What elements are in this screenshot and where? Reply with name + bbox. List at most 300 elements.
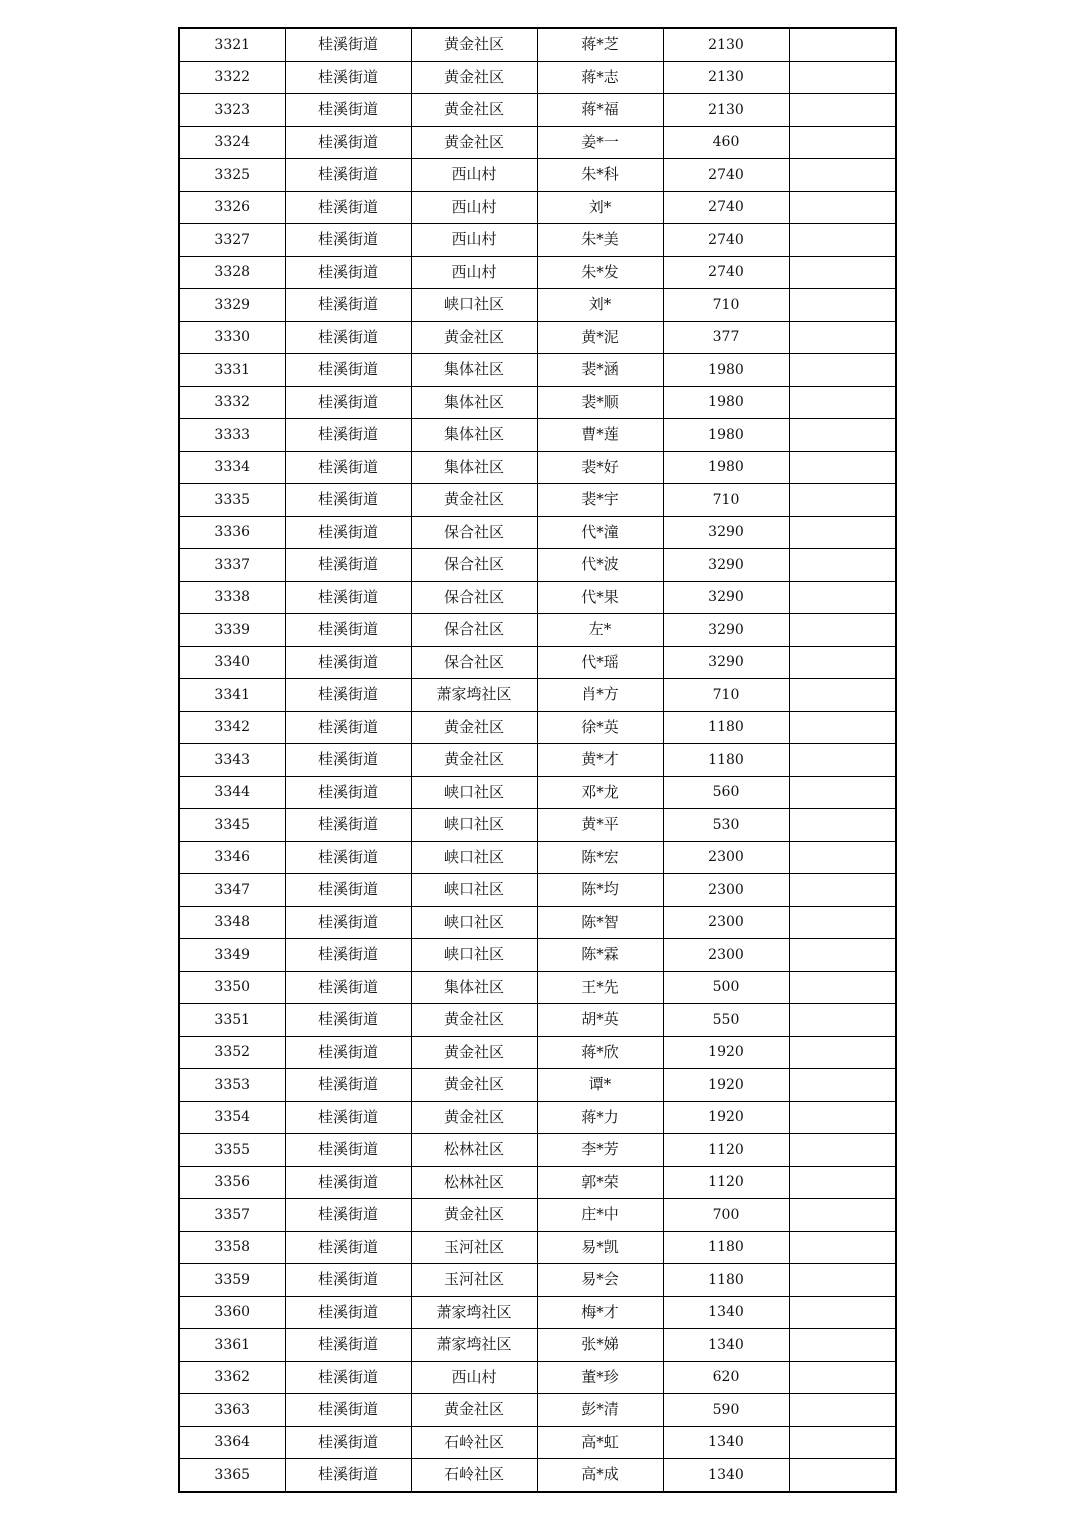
street-cell: 桂溪街道 — [285, 191, 411, 224]
table-row — [179, 1134, 896, 1167]
street-cell: 桂溪街道 — [285, 776, 411, 809]
street-cell: 桂溪街道 — [285, 516, 411, 549]
serial-number-cell: 3333 — [179, 419, 285, 452]
street-cell: 桂溪街道 — [285, 939, 411, 972]
community-cell: 保合社区 — [411, 516, 537, 549]
table-row — [179, 386, 896, 419]
amount-cell: 3290 — [663, 614, 789, 647]
remark-cell — [789, 906, 896, 939]
remark-cell — [789, 1004, 896, 1037]
name-cell: 李*芳 — [537, 1134, 663, 1167]
name-cell: 蒋*力 — [537, 1101, 663, 1134]
community-cell: 黄金社区 — [411, 61, 537, 94]
table-row — [179, 1231, 896, 1264]
name-cell: 庄*中 — [537, 1199, 663, 1232]
amount-cell: 1980 — [663, 419, 789, 452]
table-row — [179, 809, 896, 842]
name-cell: 代*波 — [537, 549, 663, 582]
serial-number-cell: 3358 — [179, 1231, 285, 1264]
remark-cell — [789, 28, 896, 61]
community-cell: 黄金社区 — [411, 94, 537, 127]
amount-cell: 2130 — [663, 61, 789, 94]
table-row — [179, 94, 896, 127]
name-cell: 郭*荣 — [537, 1166, 663, 1199]
amount-cell: 1120 — [663, 1134, 789, 1167]
table-row — [179, 939, 896, 972]
remark-cell — [789, 321, 896, 354]
community-cell: 集体社区 — [411, 971, 537, 1004]
table-row — [179, 321, 896, 354]
serial-number-cell: 3325 — [179, 159, 285, 192]
street-cell: 桂溪街道 — [285, 874, 411, 907]
community-cell: 保合社区 — [411, 549, 537, 582]
amount-cell: 2300 — [663, 906, 789, 939]
serial-number-cell: 3322 — [179, 61, 285, 94]
community-cell: 西山村 — [411, 159, 537, 192]
amount-cell: 3290 — [663, 581, 789, 614]
table-row — [179, 1394, 896, 1427]
serial-number-cell: 3365 — [179, 1459, 285, 1492]
community-cell: 石岭社区 — [411, 1426, 537, 1459]
name-cell: 蒋*志 — [537, 61, 663, 94]
table-row — [179, 126, 896, 159]
street-cell: 桂溪街道 — [285, 321, 411, 354]
serial-number-cell: 3362 — [179, 1361, 285, 1394]
table-row — [179, 906, 896, 939]
community-cell: 黄金社区 — [411, 484, 537, 517]
table-row — [179, 874, 896, 907]
amount-cell: 1340 — [663, 1329, 789, 1362]
remark-cell — [789, 61, 896, 94]
amount-cell: 2130 — [663, 94, 789, 127]
serial-number-cell: 3343 — [179, 744, 285, 777]
remark-cell — [789, 1426, 896, 1459]
remark-cell — [789, 1264, 896, 1297]
street-cell: 桂溪街道 — [285, 1329, 411, 1362]
serial-number-cell: 3356 — [179, 1166, 285, 1199]
remark-cell — [789, 1036, 896, 1069]
amount-cell: 2740 — [663, 256, 789, 289]
remark-cell — [789, 1166, 896, 1199]
community-cell: 黄金社区 — [411, 126, 537, 159]
records-table — [178, 27, 897, 1493]
serial-number-cell: 3339 — [179, 614, 285, 647]
community-cell: 黄金社区 — [411, 1101, 537, 1134]
amount-cell: 2300 — [663, 939, 789, 972]
name-cell: 朱*美 — [537, 224, 663, 257]
table-row — [179, 159, 896, 192]
community-cell: 峡口社区 — [411, 809, 537, 842]
remark-cell — [789, 841, 896, 874]
name-cell: 陈*均 — [537, 874, 663, 907]
remark-cell — [789, 1296, 896, 1329]
street-cell: 桂溪街道 — [285, 614, 411, 647]
serial-number-cell: 3359 — [179, 1264, 285, 1297]
table-row — [179, 1004, 896, 1037]
street-cell: 桂溪街道 — [285, 971, 411, 1004]
remark-cell — [789, 679, 896, 712]
community-cell: 峡口社区 — [411, 841, 537, 874]
serial-number-cell: 3353 — [179, 1069, 285, 1102]
amount-cell: 1340 — [663, 1426, 789, 1459]
community-cell: 黄金社区 — [411, 1199, 537, 1232]
remark-cell — [789, 1069, 896, 1102]
amount-cell: 1340 — [663, 1459, 789, 1492]
community-cell: 保合社区 — [411, 646, 537, 679]
street-cell: 桂溪街道 — [285, 841, 411, 874]
community-cell: 松林社区 — [411, 1134, 537, 1167]
amount-cell: 2300 — [663, 874, 789, 907]
table-row — [179, 289, 896, 322]
serial-number-cell: 3336 — [179, 516, 285, 549]
amount-cell: 1180 — [663, 1264, 789, 1297]
remark-cell — [789, 614, 896, 647]
table-row — [179, 841, 896, 874]
serial-number-cell: 3342 — [179, 711, 285, 744]
name-cell: 姜*一 — [537, 126, 663, 159]
community-cell: 黄金社区 — [411, 711, 537, 744]
remark-cell — [789, 744, 896, 777]
table-row — [179, 516, 896, 549]
street-cell: 桂溪街道 — [285, 1264, 411, 1297]
street-cell: 桂溪街道 — [285, 1166, 411, 1199]
community-cell: 峡口社区 — [411, 906, 537, 939]
name-cell: 陈*霖 — [537, 939, 663, 972]
street-cell: 桂溪街道 — [285, 354, 411, 387]
street-cell: 桂溪街道 — [285, 289, 411, 322]
amount-cell: 620 — [663, 1361, 789, 1394]
community-cell: 萧家塆社区 — [411, 679, 537, 712]
street-cell: 桂溪街道 — [285, 646, 411, 679]
community-cell: 西山村 — [411, 224, 537, 257]
name-cell: 高*成 — [537, 1459, 663, 1492]
serial-number-cell: 3348 — [179, 906, 285, 939]
table-row — [179, 646, 896, 679]
table-row — [179, 581, 896, 614]
remark-cell — [789, 549, 896, 582]
remark-cell — [789, 1329, 896, 1362]
community-cell: 石岭社区 — [411, 1459, 537, 1492]
table-row — [179, 1459, 896, 1492]
name-cell: 梅*才 — [537, 1296, 663, 1329]
name-cell: 蒋*福 — [537, 94, 663, 127]
serial-number-cell: 3350 — [179, 971, 285, 1004]
table-row — [179, 1361, 896, 1394]
remark-cell — [789, 971, 896, 1004]
table-row — [179, 549, 896, 582]
street-cell: 桂溪街道 — [285, 906, 411, 939]
remark-cell — [789, 1134, 896, 1167]
table-row — [179, 776, 896, 809]
serial-number-cell: 3329 — [179, 289, 285, 322]
serial-number-cell: 3361 — [179, 1329, 285, 1362]
street-cell: 桂溪街道 — [285, 1101, 411, 1134]
remark-cell — [789, 776, 896, 809]
serial-number-cell: 3346 — [179, 841, 285, 874]
name-cell: 裴*顺 — [537, 386, 663, 419]
table-row — [179, 614, 896, 647]
name-cell: 董*珍 — [537, 1361, 663, 1394]
serial-number-cell: 3341 — [179, 679, 285, 712]
serial-number-cell: 3330 — [179, 321, 285, 354]
serial-number-cell: 3328 — [179, 256, 285, 289]
name-cell: 蒋*欣 — [537, 1036, 663, 1069]
remark-cell — [789, 289, 896, 322]
remark-cell — [789, 809, 896, 842]
community-cell: 西山村 — [411, 256, 537, 289]
community-cell: 保合社区 — [411, 614, 537, 647]
community-cell: 西山村 — [411, 1361, 537, 1394]
serial-number-cell: 3360 — [179, 1296, 285, 1329]
remark-cell — [789, 451, 896, 484]
table-row — [179, 1166, 896, 1199]
community-cell: 黄金社区 — [411, 321, 537, 354]
street-cell: 桂溪街道 — [285, 159, 411, 192]
community-cell: 集体社区 — [411, 386, 537, 419]
remark-cell — [789, 711, 896, 744]
street-cell: 桂溪街道 — [285, 451, 411, 484]
community-cell: 西山村 — [411, 191, 537, 224]
street-cell: 桂溪街道 — [285, 1231, 411, 1264]
amount-cell: 2300 — [663, 841, 789, 874]
amount-cell: 3290 — [663, 516, 789, 549]
remark-cell — [789, 1199, 896, 1232]
serial-number-cell: 3327 — [179, 224, 285, 257]
amount-cell: 1120 — [663, 1166, 789, 1199]
street-cell: 桂溪街道 — [285, 94, 411, 127]
community-cell: 萧家塆社区 — [411, 1296, 537, 1329]
community-cell: 黄金社区 — [411, 28, 537, 61]
amount-cell: 1180 — [663, 1231, 789, 1264]
amount-cell: 1980 — [663, 354, 789, 387]
name-cell: 裴*涵 — [537, 354, 663, 387]
name-cell: 黄*泥 — [537, 321, 663, 354]
table-row — [179, 744, 896, 777]
serial-number-cell: 3334 — [179, 451, 285, 484]
name-cell: 谭* — [537, 1069, 663, 1102]
table-row — [179, 1296, 896, 1329]
remark-cell — [789, 126, 896, 159]
table-row — [179, 1036, 896, 1069]
amount-cell: 2740 — [663, 159, 789, 192]
amount-cell: 550 — [663, 1004, 789, 1037]
remark-cell — [789, 1361, 896, 1394]
amount-cell: 500 — [663, 971, 789, 1004]
table-row — [179, 419, 896, 452]
amount-cell: 2740 — [663, 191, 789, 224]
community-cell: 集体社区 — [411, 354, 537, 387]
remark-cell — [789, 516, 896, 549]
street-cell: 桂溪街道 — [285, 1004, 411, 1037]
street-cell: 桂溪街道 — [285, 1134, 411, 1167]
name-cell: 裴*宇 — [537, 484, 663, 517]
serial-number-cell: 3351 — [179, 1004, 285, 1037]
name-cell: 肖*方 — [537, 679, 663, 712]
remark-cell — [789, 1459, 896, 1492]
remark-cell — [789, 581, 896, 614]
community-cell: 峡口社区 — [411, 874, 537, 907]
community-cell: 黄金社区 — [411, 1069, 537, 1102]
amount-cell: 1920 — [663, 1036, 789, 1069]
table-row — [179, 191, 896, 224]
serial-number-cell: 3338 — [179, 581, 285, 614]
street-cell: 桂溪街道 — [285, 809, 411, 842]
remark-cell — [789, 94, 896, 127]
name-cell: 徐*英 — [537, 711, 663, 744]
serial-number-cell: 3347 — [179, 874, 285, 907]
records-table-body — [179, 28, 896, 1492]
name-cell: 曹*莲 — [537, 419, 663, 452]
table-row — [179, 1426, 896, 1459]
serial-number-cell: 3352 — [179, 1036, 285, 1069]
remark-cell — [789, 874, 896, 907]
name-cell: 张*娣 — [537, 1329, 663, 1362]
name-cell: 代*果 — [537, 581, 663, 614]
name-cell: 蒋*芝 — [537, 28, 663, 61]
street-cell: 桂溪街道 — [285, 61, 411, 94]
table-row — [179, 1264, 896, 1297]
remark-cell — [789, 1101, 896, 1134]
remark-cell — [789, 646, 896, 679]
community-cell: 松林社区 — [411, 1166, 537, 1199]
street-cell: 桂溪街道 — [285, 1394, 411, 1427]
street-cell: 桂溪街道 — [285, 1199, 411, 1232]
name-cell: 黄*平 — [537, 809, 663, 842]
amount-cell: 590 — [663, 1394, 789, 1427]
serial-number-cell: 3364 — [179, 1426, 285, 1459]
table-row — [179, 354, 896, 387]
table-row — [179, 1329, 896, 1362]
serial-number-cell: 3321 — [179, 28, 285, 61]
table-row — [179, 711, 896, 744]
street-cell: 桂溪街道 — [285, 224, 411, 257]
remark-cell — [789, 484, 896, 517]
community-cell: 峡口社区 — [411, 289, 537, 322]
remark-cell — [789, 159, 896, 192]
remark-cell — [789, 419, 896, 452]
name-cell: 易*凯 — [537, 1231, 663, 1264]
remark-cell — [789, 256, 896, 289]
community-cell: 集体社区 — [411, 451, 537, 484]
remark-cell — [789, 1394, 896, 1427]
name-cell: 陈*智 — [537, 906, 663, 939]
amount-cell: 1340 — [663, 1296, 789, 1329]
name-cell: 代*瑶 — [537, 646, 663, 679]
name-cell: 刘* — [537, 191, 663, 224]
name-cell: 邓*龙 — [537, 776, 663, 809]
remark-cell — [789, 1231, 896, 1264]
street-cell: 桂溪街道 — [285, 1036, 411, 1069]
community-cell: 玉河社区 — [411, 1264, 537, 1297]
serial-number-cell: 3335 — [179, 484, 285, 517]
community-cell: 玉河社区 — [411, 1231, 537, 1264]
serial-number-cell: 3363 — [179, 1394, 285, 1427]
amount-cell: 2740 — [663, 224, 789, 257]
name-cell: 彭*清 — [537, 1394, 663, 1427]
name-cell: 易*会 — [537, 1264, 663, 1297]
name-cell: 刘* — [537, 289, 663, 322]
serial-number-cell: 3349 — [179, 939, 285, 972]
name-cell: 高*虹 — [537, 1426, 663, 1459]
community-cell: 集体社区 — [411, 419, 537, 452]
table-row — [179, 971, 896, 1004]
name-cell: 朱*发 — [537, 256, 663, 289]
table-row — [179, 1199, 896, 1232]
amount-cell: 1980 — [663, 386, 789, 419]
serial-number-cell: 3355 — [179, 1134, 285, 1167]
table-row — [179, 679, 896, 712]
street-cell: 桂溪街道 — [285, 1426, 411, 1459]
table-row — [179, 484, 896, 517]
street-cell: 桂溪街道 — [285, 386, 411, 419]
name-cell: 代*潼 — [537, 516, 663, 549]
serial-number-cell: 3354 — [179, 1101, 285, 1134]
serial-number-cell: 3332 — [179, 386, 285, 419]
amount-cell: 530 — [663, 809, 789, 842]
street-cell: 桂溪街道 — [285, 549, 411, 582]
table-row — [179, 61, 896, 94]
table-row — [179, 28, 896, 61]
table-row — [179, 256, 896, 289]
amount-cell: 1180 — [663, 744, 789, 777]
community-cell: 黄金社区 — [411, 1036, 537, 1069]
amount-cell: 3290 — [663, 549, 789, 582]
street-cell: 桂溪街道 — [285, 484, 411, 517]
name-cell: 黄*才 — [537, 744, 663, 777]
serial-number-cell: 3340 — [179, 646, 285, 679]
serial-number-cell: 3357 — [179, 1199, 285, 1232]
serial-number-cell: 3326 — [179, 191, 285, 224]
remark-cell — [789, 354, 896, 387]
community-cell: 黄金社区 — [411, 1394, 537, 1427]
amount-cell: 710 — [663, 679, 789, 712]
amount-cell: 377 — [663, 321, 789, 354]
street-cell: 桂溪街道 — [285, 419, 411, 452]
table-row — [179, 1069, 896, 1102]
name-cell: 陈*宏 — [537, 841, 663, 874]
serial-number-cell: 3345 — [179, 809, 285, 842]
amount-cell: 1920 — [663, 1069, 789, 1102]
amount-cell: 3290 — [663, 646, 789, 679]
street-cell: 桂溪街道 — [285, 256, 411, 289]
name-cell: 左* — [537, 614, 663, 647]
community-cell: 黄金社区 — [411, 744, 537, 777]
amount-cell: 700 — [663, 1199, 789, 1232]
remark-cell — [789, 224, 896, 257]
amount-cell: 2130 — [663, 28, 789, 61]
remark-cell — [789, 939, 896, 972]
street-cell: 桂溪街道 — [285, 711, 411, 744]
amount-cell: 560 — [663, 776, 789, 809]
table-row — [179, 1101, 896, 1134]
name-cell: 朱*科 — [537, 159, 663, 192]
serial-number-cell: 3337 — [179, 549, 285, 582]
remark-cell — [789, 386, 896, 419]
serial-number-cell: 3323 — [179, 94, 285, 127]
community-cell: 黄金社区 — [411, 1004, 537, 1037]
street-cell: 桂溪街道 — [285, 679, 411, 712]
street-cell: 桂溪街道 — [285, 744, 411, 777]
amount-cell: 710 — [663, 484, 789, 517]
street-cell: 桂溪街道 — [285, 581, 411, 614]
street-cell: 桂溪街道 — [285, 1069, 411, 1102]
amount-cell: 1980 — [663, 451, 789, 484]
serial-number-cell: 3344 — [179, 776, 285, 809]
community-cell: 峡口社区 — [411, 939, 537, 972]
street-cell: 桂溪街道 — [285, 1459, 411, 1492]
name-cell: 裴*好 — [537, 451, 663, 484]
amount-cell: 460 — [663, 126, 789, 159]
